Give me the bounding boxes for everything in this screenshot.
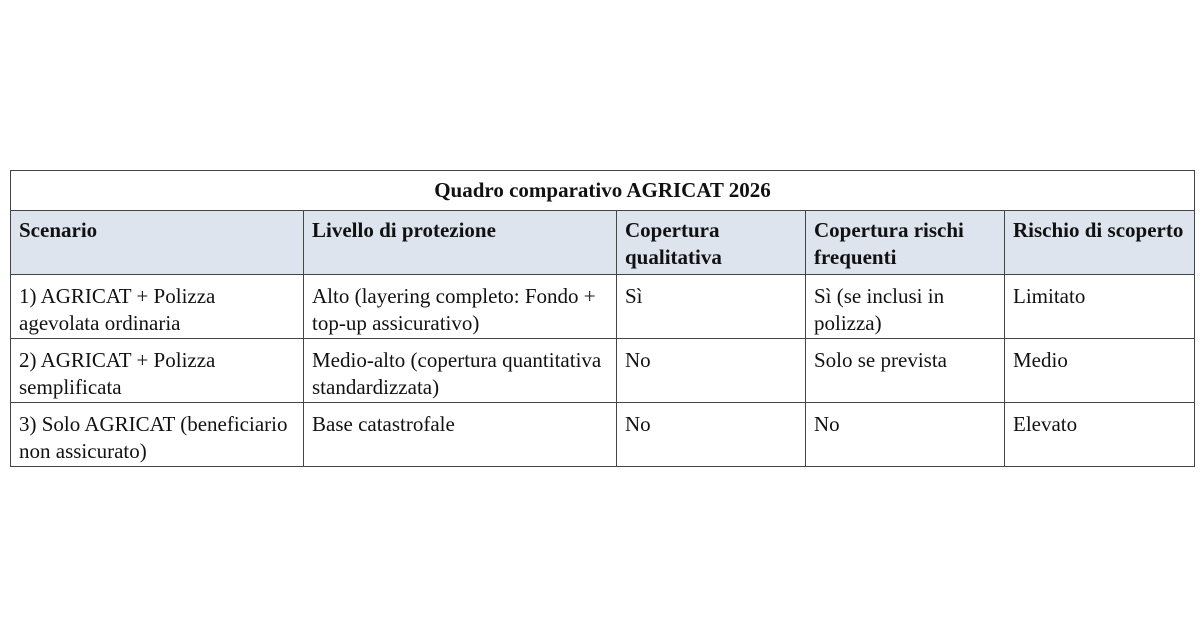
cell-frequent-risks-coverage: Sì (se inclusi in polizza) xyxy=(806,275,1005,339)
cell-protection-level: Medio-alto (copertura quantitativa standardizzata) xyxy=(304,339,617,403)
cell-qualitative-coverage: No xyxy=(617,339,806,403)
column-header-frequent-risks-coverage: Copertura rischi frequenti xyxy=(806,211,1005,275)
column-header-uncovered-risk: Rischio di scoperto xyxy=(1005,211,1195,275)
cell-protection-level: Base catastrofale xyxy=(304,403,617,467)
cell-uncovered-risk: Elevato xyxy=(1005,403,1195,467)
cell-uncovered-risk: Limitato xyxy=(1005,275,1195,339)
cell-qualitative-coverage: Sì xyxy=(617,275,806,339)
cell-scenario: 2) AGRICAT + Polizza semplificata xyxy=(11,339,304,403)
cell-protection-level: Alto (layering completo: Fondo + top-up assicurativo) xyxy=(304,275,617,339)
table-title: Quadro comparativo AGRICAT 2026 xyxy=(11,171,1195,211)
column-header-scenario: Scenario xyxy=(11,211,304,275)
table-row xyxy=(11,403,1195,467)
table-title-row xyxy=(11,171,1195,211)
cell-frequent-risks-coverage: No xyxy=(806,403,1005,467)
comparison-table-container xyxy=(10,170,1194,467)
comparison-table xyxy=(10,170,1195,467)
table-header-row xyxy=(11,211,1195,275)
column-header-qualitative-coverage: Copertura qualitativa xyxy=(617,211,806,275)
cell-scenario: 1) AGRICAT + Polizza agevolata ordinaria xyxy=(11,275,304,339)
table-row xyxy=(11,339,1195,403)
cell-scenario: 3) Solo AGRICAT (beneficiario non assicurato) xyxy=(11,403,304,467)
cell-uncovered-risk: Medio xyxy=(1005,339,1195,403)
column-header-protection-level: Livello di protezione xyxy=(304,211,617,275)
cell-qualitative-coverage: No xyxy=(617,403,806,467)
table-row xyxy=(11,275,1195,339)
cell-frequent-risks-coverage: Solo se prevista xyxy=(806,339,1005,403)
